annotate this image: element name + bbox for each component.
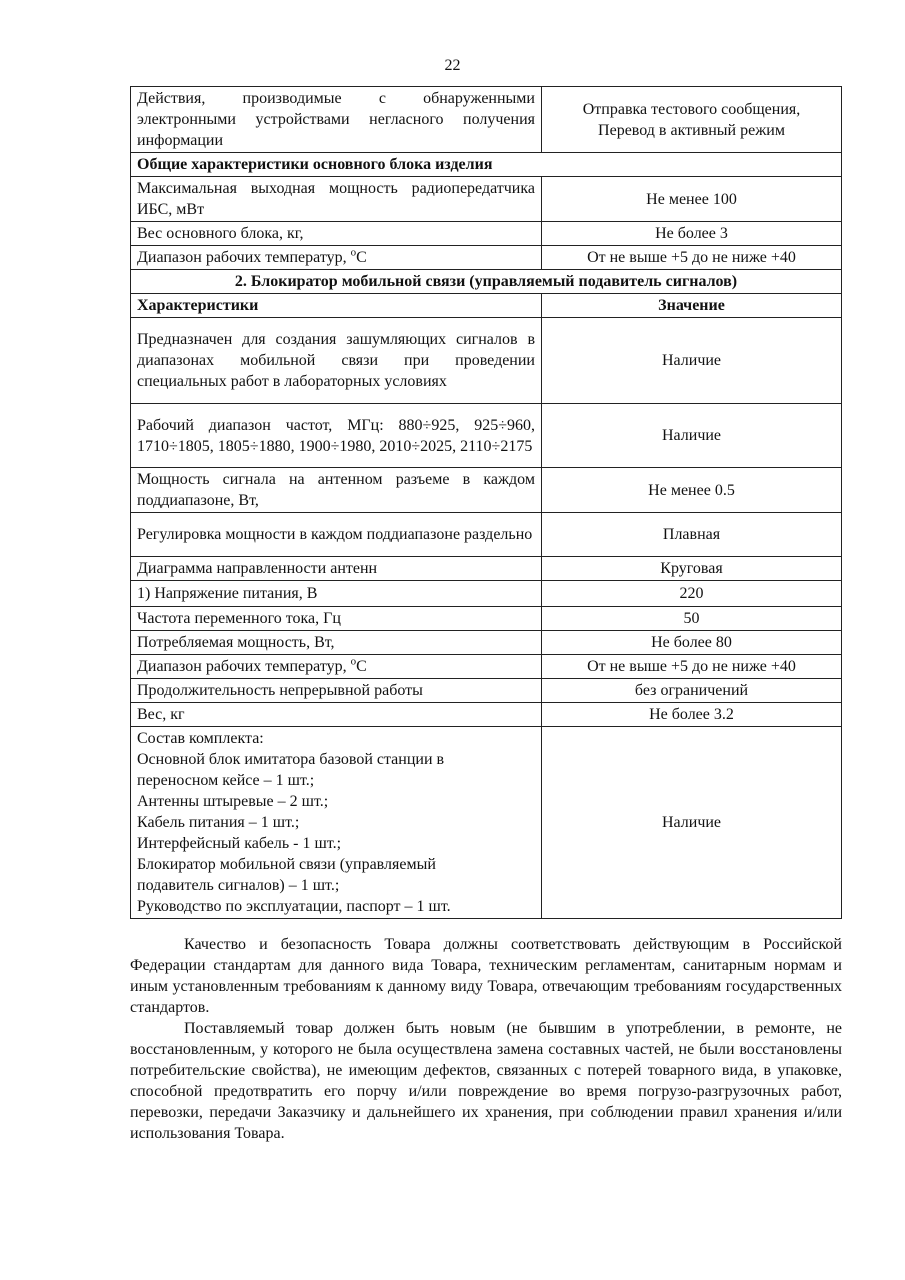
characteristic-cell: Предназначен для создания зашумляющих сигналов в диапазонах мобильной связи при проведении специальных работ в лабораторных условиях	[131, 318, 542, 404]
table-row	[131, 557, 842, 581]
value-cell: От не выше +5 до не ниже +40	[542, 246, 842, 270]
characteristic-cell: Диаграмма направленности антенн	[131, 557, 542, 581]
table-row	[131, 294, 842, 318]
specification-table-body	[131, 87, 842, 919]
kit-item-line: Антенны штыревые – 2 шт.;	[137, 793, 329, 810]
characteristic-cell	[131, 246, 542, 270]
characteristic-cell: Продолжительность непрерывной работы	[131, 679, 542, 703]
table-row	[131, 655, 842, 679]
kit-item-line: Состав комплекта:	[137, 730, 264, 747]
table-row	[131, 727, 842, 919]
value-line: Перевод в активный режим	[598, 121, 785, 139]
section-heading: Общие характеристики основного блока изделия	[131, 153, 842, 177]
characteristic-cell: Максимальная выходная мощность радиопередатчика ИБС, мВт	[131, 177, 542, 222]
value-cell: без ограничений	[542, 679, 842, 703]
table-row	[131, 270, 842, 294]
characteristic-cell: Вес основного блока, кг,	[131, 222, 542, 246]
column-header-characteristics: Характеристики	[131, 294, 542, 318]
value-cell: Не менее 100	[542, 177, 842, 222]
table-row	[131, 246, 842, 270]
table-row	[131, 404, 842, 468]
value-cell: Плавная	[542, 513, 842, 557]
value-cell: Не более 3	[542, 222, 842, 246]
table-row	[131, 87, 842, 153]
value-cell: 220	[542, 581, 842, 607]
value-cell: 50	[542, 607, 842, 631]
table-row	[131, 679, 842, 703]
kit-item-line: Блокиратор мобильной связи (управляемый	[137, 856, 436, 873]
characteristic-label: Диапазон рабочих температур,	[137, 658, 351, 675]
degree-mark: о	[350, 246, 357, 259]
kit-item-line: Кабель питания – 1 шт.;	[137, 814, 300, 831]
paragraph-quality: Качество и безопасность Товара должны соответствовать действующим в Российской Федерации стандартам для данного вида Товара, техническим регламентам, санитарным нормам и иным установленным требованиям к данному виду Товара, отвечающим требованиям государственных стандартов.	[130, 936, 842, 1016]
table-row	[131, 318, 842, 404]
section-heading: 2. Блокиратор мобильной связи (управляемый подавитель сигналов)	[131, 270, 842, 294]
characteristic-cell: Потребляемая мощность, Вт,	[131, 631, 542, 655]
characteristic-label: Диапазон рабочих температур,	[137, 249, 351, 266]
characteristic-cell: Регулировка мощности в каждом поддиапазоне раздельно	[131, 513, 542, 557]
unit-label: С	[356, 249, 367, 266]
kit-item-line: переносном кейсе – 1 шт.;	[137, 772, 315, 789]
table-row	[131, 468, 842, 513]
table-row	[131, 177, 842, 222]
table-row	[131, 631, 842, 655]
value-cell: Наличие	[542, 727, 842, 919]
characteristic-cell: Рабочий диапазон частот, МГц: 880÷925, 925÷960, 1710÷1805, 1805÷1880, 1900÷1980, 2010÷2025, 2110÷2175	[131, 404, 542, 468]
value-cell: Не менее 0.5	[542, 468, 842, 513]
kit-item-line: подавитель сигналов) – 1 шт.;	[137, 877, 340, 894]
characteristic-cell: 1) Напряжение питания, В	[131, 581, 542, 607]
table-row	[131, 607, 842, 631]
table-row	[131, 222, 842, 246]
degree-mark: о	[350, 655, 357, 668]
page-number: 22	[444, 57, 461, 74]
characteristic-cell: Вес, кг	[131, 703, 542, 727]
value-cell	[542, 87, 842, 153]
table-row	[131, 581, 842, 607]
unit-label: С	[356, 658, 367, 675]
characteristic-cell	[131, 727, 542, 919]
characteristic-cell: Частота переменного тока, Гц	[131, 607, 542, 631]
value-line: Отправка тестового сообщения,	[582, 100, 801, 118]
kit-item-line: Основной блок имитатора базовой станции в	[137, 751, 445, 768]
characteristic-cell	[131, 655, 542, 679]
specification-table	[130, 86, 842, 919]
table-row	[131, 703, 842, 727]
value-cell: Круговая	[542, 557, 842, 581]
value-cell: Наличие	[542, 318, 842, 404]
body-text	[130, 934, 842, 1144]
value-cell: Наличие	[542, 404, 842, 468]
kit-item-line: Руководство по эксплуатации, паспорт – 1 шт.	[137, 898, 451, 915]
characteristic-cell: Действия, производимые с обнаруженными электронными устройствами негласного получения информации	[131, 87, 542, 153]
table-row	[131, 153, 842, 177]
value-cell: От не выше +5 до не ниже +40	[542, 655, 842, 679]
table-row	[131, 513, 842, 557]
kit-item-line: Интерфейсный кабель - 1 шт.;	[137, 835, 342, 852]
column-header-value: Значение	[542, 294, 842, 318]
value-cell: Не более 3.2	[542, 703, 842, 727]
paragraph-new-goods: Поставляемый товар должен быть новым (не бывшим в употреблении, в ремонте, не восстановленным, у которого не была осуществлена замена составных частей, не были восстановлены потребительские свойства), не имеющим дефектов, связанных с потерей товарного вида, в упаковке, способной предотвратить его порчу и/или повреждение во время погрузо-разгрузочных работ, перевозки, передачи Заказчику и дальнейшего их хранения, при соблюдении правил хранения и/или использования Товара.	[130, 1020, 842, 1142]
characteristic-cell: Мощность сигнала на антенном разъеме в каждом поддиапазоне, Вт,	[131, 468, 542, 513]
value-cell: Не более 80	[542, 631, 842, 655]
